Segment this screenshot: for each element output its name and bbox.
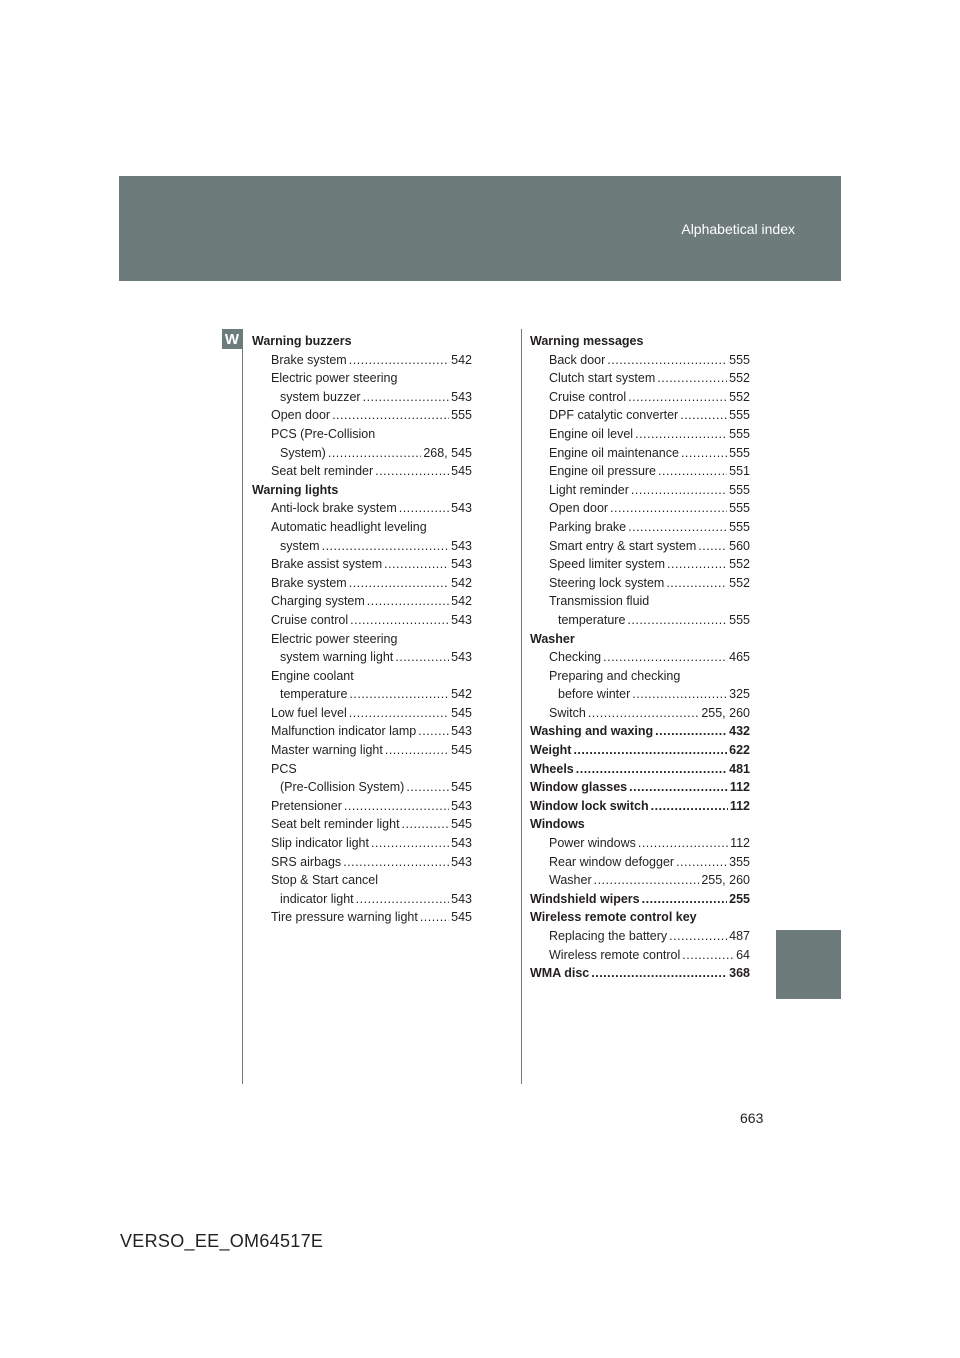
index-entry <box>252 778 472 797</box>
index-entry <box>252 462 472 481</box>
index-entry <box>252 611 472 630</box>
index-entry <box>530 592 750 611</box>
entry-label: Brake system <box>271 575 347 590</box>
index-entry <box>252 555 472 574</box>
entry-page-ref: 542 <box>451 575 472 590</box>
dot-leader <box>628 388 727 407</box>
entry-page-ref: 543 <box>451 836 472 851</box>
dot-leader <box>628 518 727 537</box>
entry-label: Automatic headlight leveling <box>271 519 427 534</box>
dot-leader <box>667 555 727 574</box>
dot-leader <box>591 964 727 983</box>
dot-leader <box>682 946 734 965</box>
index-entry <box>252 685 472 704</box>
chapter-thumb-tab <box>776 930 841 999</box>
index-entry <box>530 946 750 965</box>
index-entry <box>530 834 750 853</box>
dot-leader <box>642 890 728 909</box>
dot-leader <box>629 778 728 797</box>
entry-page-ref: 555 <box>729 501 750 516</box>
index-entry <box>530 611 750 630</box>
dot-leader <box>632 685 727 704</box>
dot-leader <box>356 890 449 909</box>
index-heading <box>530 815 750 834</box>
entry-page-ref: 622 <box>729 743 750 758</box>
entry-page-ref: 555 <box>729 519 750 534</box>
dot-leader <box>363 388 450 407</box>
index-heading <box>530 964 750 983</box>
entry-page-ref: 555 <box>451 408 472 423</box>
entry-label: before winter <box>558 687 631 702</box>
index-entry <box>252 741 472 760</box>
entry-page-ref: 543 <box>451 557 472 572</box>
dot-leader <box>371 834 449 853</box>
index-entry <box>252 722 472 741</box>
entry-page-ref: 555 <box>729 612 750 627</box>
index-entry <box>530 667 750 686</box>
entry-label: system buzzer <box>280 389 361 404</box>
index-entry <box>530 351 750 370</box>
entry-page-ref: 542 <box>451 687 472 702</box>
entry-label: Brake system <box>271 352 347 367</box>
dot-leader <box>375 462 449 481</box>
dot-leader <box>651 797 728 816</box>
index-heading <box>530 332 750 351</box>
entry-page-ref: 355 <box>729 854 750 869</box>
entry-page-ref: 555 <box>729 352 750 367</box>
entry-label: temperature <box>558 612 626 627</box>
entry-label: PCS (Pre-Collision <box>271 426 376 441</box>
entry-page-ref: 545 <box>451 817 472 832</box>
entry-label: Warning lights <box>252 482 339 497</box>
index-entry <box>252 351 472 370</box>
index-entry <box>530 555 750 574</box>
entry-label: temperature <box>280 687 348 702</box>
dot-leader <box>418 722 449 741</box>
entry-label: Replacing the battery <box>549 929 668 943</box>
dot-leader <box>655 722 727 741</box>
index-entry <box>252 574 472 593</box>
header-band <box>119 176 841 281</box>
entry-page-ref: 112 <box>730 836 750 851</box>
entry-label: Window lock switch <box>530 798 649 813</box>
entry-label: Light reminder <box>549 482 629 497</box>
entry-label: (Pre-Collision System) <box>280 780 405 795</box>
index-entry <box>530 685 750 704</box>
entry-page-ref: 255 <box>729 891 750 906</box>
entry-page-ref: 555 <box>729 426 750 441</box>
entry-page-ref: 551 <box>729 464 750 479</box>
index-heading <box>252 332 472 351</box>
entry-label: Engine oil level <box>549 426 634 441</box>
entry-label: Wheels <box>530 761 574 776</box>
index-heading <box>530 722 750 741</box>
entry-label: Engine oil pressure <box>549 464 657 479</box>
index-entry <box>252 592 472 611</box>
entry-page-ref: 543 <box>451 854 472 869</box>
entry-page-ref: 255, 260 <box>701 873 750 888</box>
entry-label: Cruise control <box>271 612 349 627</box>
dot-leader <box>588 704 700 723</box>
index-entry <box>530 537 750 556</box>
index-entry <box>252 853 472 872</box>
entry-label: Seat belt reminder <box>271 464 374 479</box>
index-entry <box>530 499 750 518</box>
dot-leader <box>322 537 450 556</box>
entry-page-ref: 542 <box>451 352 472 367</box>
entry-label: Open door <box>271 408 331 423</box>
index-entry <box>252 499 472 518</box>
entry-page-ref: 543 <box>451 891 472 906</box>
dot-leader <box>573 741 727 760</box>
entry-label: Washer <box>530 631 575 646</box>
entry-page-ref: 465 <box>729 650 750 665</box>
index-entry <box>252 890 472 909</box>
entry-label: Steering lock system <box>549 575 665 590</box>
entry-page-ref: 487 <box>729 929 750 943</box>
entry-label: Preparing and checking <box>549 668 681 683</box>
index-entry <box>252 630 472 649</box>
entry-label: Charging system <box>271 594 365 609</box>
dot-leader <box>395 648 449 667</box>
dot-leader <box>349 574 449 593</box>
index-heading <box>252 481 472 500</box>
entry-label: Low fuel level <box>271 705 347 720</box>
entry-page-ref: 545 <box>451 743 472 758</box>
index-entry <box>530 648 750 667</box>
entry-label: Engine oil maintenance <box>549 445 679 460</box>
index-entry <box>252 704 472 723</box>
entry-page-ref: 542 <box>451 594 472 609</box>
index-entry <box>530 518 750 537</box>
index-heading <box>530 778 750 797</box>
entry-page-ref: 112 <box>729 798 750 813</box>
index-entry <box>530 369 750 388</box>
entry-label: Warning messages <box>530 334 644 348</box>
entry-label: Anti-lock brake system <box>271 501 397 516</box>
entry-page-ref: 552 <box>729 389 750 404</box>
dot-leader <box>666 574 727 593</box>
entry-page-ref: 543 <box>451 389 472 404</box>
dot-leader <box>349 685 449 704</box>
entry-label: Windows <box>530 817 585 832</box>
entry-label: Tire pressure warning light <box>271 910 418 925</box>
index-entry <box>530 444 750 463</box>
entry-label: Malfunction indicator lamp <box>271 724 417 739</box>
entry-label: Parking brake <box>549 519 627 534</box>
left-column-rule <box>242 329 243 1084</box>
dot-leader <box>607 351 727 370</box>
dot-leader <box>631 481 727 500</box>
entry-page-ref: 543 <box>451 650 472 665</box>
index-entry <box>530 871 750 890</box>
dot-leader <box>669 927 727 946</box>
entry-label: Speed limiter system <box>549 557 666 572</box>
index-entry <box>252 908 472 927</box>
index-entry <box>252 760 472 779</box>
index-entry <box>252 369 472 388</box>
dot-leader <box>681 444 727 463</box>
entry-page-ref: 555 <box>729 408 750 423</box>
index-entry <box>252 406 472 425</box>
entry-label: Open door <box>549 501 609 516</box>
index-entry <box>252 667 472 686</box>
index-entry <box>252 518 472 537</box>
dot-leader <box>638 834 728 853</box>
entry-label: Smart entry & start system <box>549 538 697 553</box>
index-entry <box>530 406 750 425</box>
index-entry <box>252 834 472 853</box>
entry-label: Rear window defogger <box>549 854 675 869</box>
entry-label: Brake assist system <box>271 557 383 572</box>
dot-leader <box>406 778 449 797</box>
dot-leader <box>676 853 727 872</box>
dot-leader <box>367 592 449 611</box>
entry-page-ref: 268, 545 <box>423 445 472 460</box>
page-section-title: Alphabetical index <box>681 221 795 237</box>
index-entry <box>530 853 750 872</box>
entry-page-ref: 560 <box>729 538 750 553</box>
dot-leader <box>385 741 449 760</box>
index-heading <box>530 890 750 909</box>
index-entry <box>252 388 472 407</box>
index-heading <box>530 741 750 760</box>
entry-page-ref: 543 <box>451 798 472 813</box>
middle-column-rule <box>521 329 522 1084</box>
dot-leader <box>349 704 449 723</box>
dot-leader <box>594 871 700 890</box>
dot-leader <box>603 648 727 667</box>
dot-leader <box>343 853 449 872</box>
entry-page-ref: 543 <box>451 724 472 739</box>
entry-page-ref: 368 <box>729 966 750 981</box>
dot-leader <box>402 815 450 834</box>
index-entry <box>252 537 472 556</box>
entry-label: Power windows <box>549 836 636 851</box>
index-heading <box>530 797 750 816</box>
entry-page-ref: 543 <box>451 538 472 553</box>
index-column-right <box>530 332 750 983</box>
dot-leader <box>328 444 421 463</box>
page-number: 663 <box>740 1110 764 1126</box>
entry-page-ref: 545 <box>451 780 472 795</box>
entry-label: Cruise control <box>549 389 627 404</box>
entry-label: Washing and waxing <box>530 724 654 739</box>
entry-label: Engine coolant <box>271 668 354 683</box>
index-entry <box>530 704 750 723</box>
dot-leader <box>657 369 727 388</box>
dot-leader <box>610 499 727 518</box>
dot-leader <box>698 537 727 556</box>
index-entry <box>530 425 750 444</box>
entry-label: Wireless remote control <box>549 947 681 962</box>
entry-label: Master warning light <box>271 743 383 758</box>
entry-label: Windshield wipers <box>530 891 640 906</box>
entry-label: Wireless remote control key <box>530 910 697 925</box>
index-entry <box>530 481 750 500</box>
index-column-left <box>252 332 472 927</box>
entry-page-ref: 64 <box>736 947 750 962</box>
index-heading <box>530 908 750 927</box>
entry-page-ref: 255, 260 <box>701 705 750 720</box>
dot-leader <box>384 555 449 574</box>
dot-leader <box>349 351 449 370</box>
entry-label: system <box>280 538 320 553</box>
entry-label: Seat belt reminder light <box>271 817 400 832</box>
dot-leader <box>680 406 727 425</box>
entry-label: Warning buzzers <box>252 334 352 348</box>
dot-leader <box>420 908 449 927</box>
entry-label: DPF catalytic converter <box>549 408 679 423</box>
entry-page-ref: 481 <box>729 761 750 776</box>
dot-leader <box>344 797 449 816</box>
entry-label: PCS <box>271 761 297 776</box>
entry-label: Pretensioner <box>271 798 342 813</box>
entry-page-ref: 545 <box>451 910 472 925</box>
entry-page-ref: 552 <box>729 557 750 572</box>
entry-label: Weight <box>530 743 572 758</box>
entry-label: Checking <box>549 650 602 665</box>
entry-label: system warning light <box>280 650 394 665</box>
dot-leader <box>627 611 727 630</box>
entry-page-ref: 112 <box>729 780 750 795</box>
entry-page-ref: 555 <box>729 445 750 460</box>
entry-page-ref: 545 <box>451 705 472 720</box>
entry-page-ref: 543 <box>451 501 472 516</box>
entry-label: Electric power steering <box>271 371 398 386</box>
entry-label: Window glasses <box>530 780 628 795</box>
entry-label: System) <box>280 445 326 460</box>
index-entry <box>252 797 472 816</box>
index-entry <box>530 574 750 593</box>
index-entry <box>252 815 472 834</box>
entry-page-ref: 325 <box>729 687 750 702</box>
dot-leader <box>332 406 449 425</box>
entry-label: SRS airbags <box>271 854 342 869</box>
entry-label: indicator light <box>280 891 354 906</box>
document-code: VERSO_EE_OM64517E <box>120 1231 324 1251</box>
dot-leader <box>350 611 449 630</box>
entry-label: Washer <box>549 873 592 888</box>
dot-leader <box>576 760 727 779</box>
entry-page-ref: 552 <box>729 371 750 386</box>
entry-label: Slip indicator light <box>271 836 369 851</box>
entry-page-ref: 555 <box>729 482 750 497</box>
entry-label: WMA disc <box>530 966 590 981</box>
entry-page-ref: 545 <box>451 464 472 479</box>
index-entry <box>530 462 750 481</box>
entry-label: Stop & Start cancel <box>271 873 379 888</box>
dot-leader <box>658 462 727 481</box>
index-entry <box>530 927 750 946</box>
entry-page-ref: 552 <box>729 575 750 590</box>
dot-leader <box>635 425 727 444</box>
index-entry <box>252 444 472 463</box>
dot-leader <box>399 499 449 518</box>
index-heading <box>530 760 750 779</box>
entry-page-ref: 543 <box>451 612 472 627</box>
entry-label: Transmission fluid <box>549 594 650 609</box>
entry-page-ref: 432 <box>729 724 750 739</box>
section-letter-tab: W <box>222 329 242 349</box>
index-entry <box>530 388 750 407</box>
index-heading <box>530 630 750 649</box>
entry-label: Back door <box>549 352 606 367</box>
entry-label: Electric power steering <box>271 631 398 646</box>
entry-label: Clutch start system <box>549 371 656 386</box>
index-entry <box>252 871 472 890</box>
index-entry <box>252 425 472 444</box>
entry-label: Switch <box>549 705 586 720</box>
index-entry <box>252 648 472 667</box>
